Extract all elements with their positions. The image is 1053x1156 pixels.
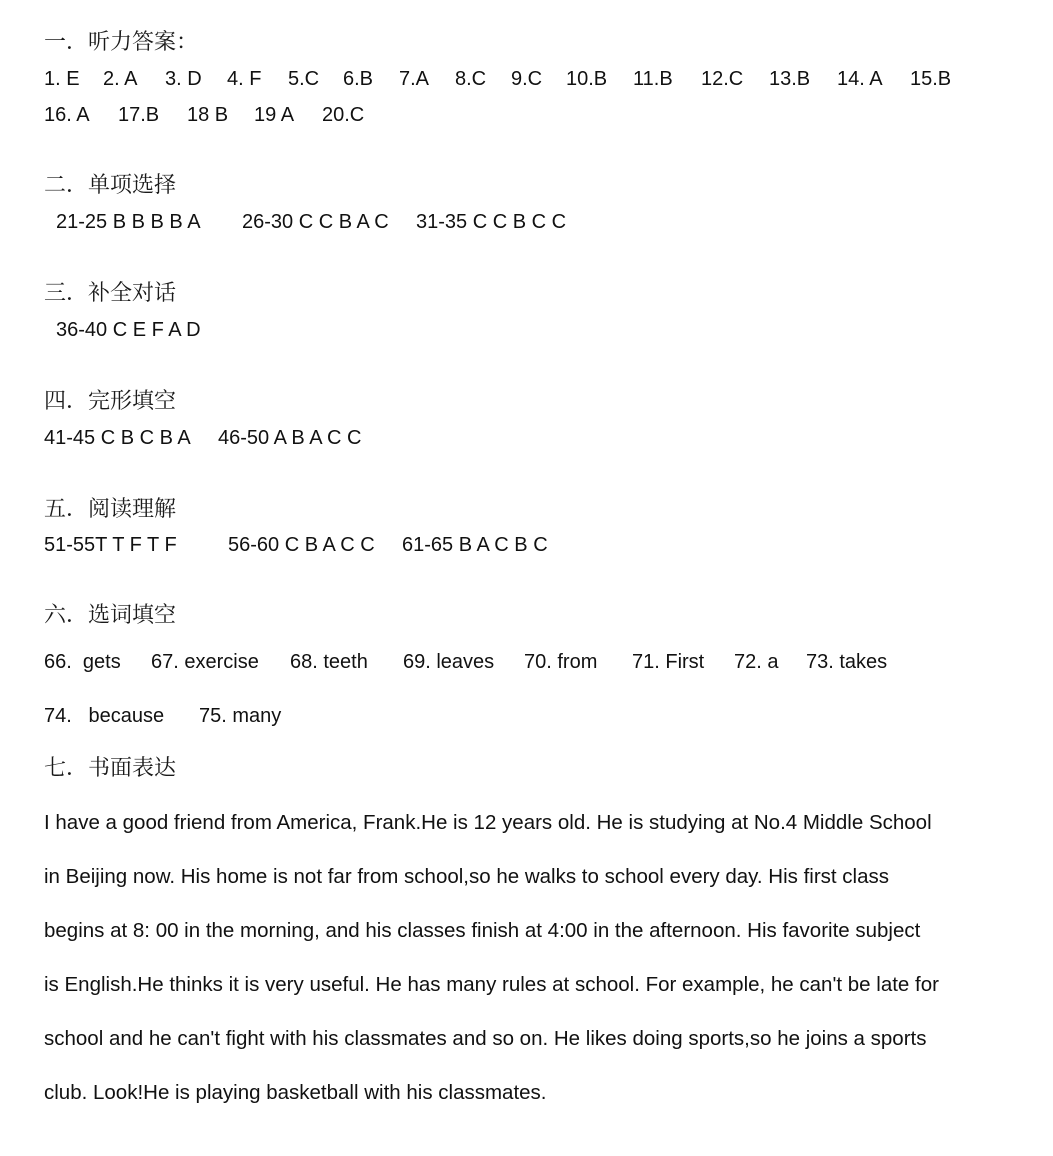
answer-group: 46-50 A B A C C bbox=[218, 427, 362, 449]
answer-item: 68. teeth bbox=[290, 651, 368, 673]
answer-group: 26-30 C C B A C bbox=[242, 211, 389, 233]
single-choice-heading: 二．单项选择 bbox=[44, 173, 177, 198]
answer-item: 66. gets bbox=[44, 651, 121, 673]
answer-item: 70. from bbox=[524, 651, 598, 673]
single-choice-answers bbox=[44, 212, 644, 236]
essay-line: school and he can't fight with his classmates and so on. He likes doing sports,so he joins a sports bbox=[44, 1027, 927, 1050]
answer-item: 18 B bbox=[187, 104, 229, 126]
essay-line: in Beijing now. His home is not far from school,so he walks to school every day. His first class bbox=[44, 865, 890, 888]
answer-item: 8.C bbox=[455, 68, 487, 90]
answer-item: 67. exercise bbox=[151, 651, 259, 673]
dialogue-answers bbox=[44, 320, 344, 344]
essay-line: I have a good friend from America, Frank.He is 12 years old. He is studying at No.4 Middle School bbox=[44, 811, 932, 834]
answer-item: 9.C bbox=[511, 68, 543, 90]
answer-item: 15.B bbox=[910, 68, 952, 90]
answer-item: 14. A bbox=[837, 68, 883, 90]
answer-item: 11.B bbox=[633, 68, 673, 90]
answer-group: 41-45 C B C B A bbox=[44, 427, 191, 449]
essay-line: begins at 8: 00 in the morning, and his classes finish at 4:00 in the afternoon. His favorite subject bbox=[44, 919, 921, 942]
answer-item: 2. A bbox=[103, 68, 138, 90]
answer-item: 10.B bbox=[566, 68, 608, 90]
answer-group: 56-60 C B A C C bbox=[228, 534, 375, 556]
answer-group: 21-25 B B B B A bbox=[56, 211, 201, 233]
listening-answers-row-2 bbox=[44, 105, 444, 129]
listening-heading: 一．听力答案： bbox=[44, 30, 199, 55]
answer-item: 16. A bbox=[44, 104, 90, 126]
cloze-heading: 四．完形填空 bbox=[44, 389, 177, 414]
answer-item: 4. F bbox=[227, 68, 262, 90]
answer-item: 13.B bbox=[769, 68, 811, 90]
answer-item: 20.C bbox=[322, 104, 365, 126]
answer-group: 36-40 C E F A D bbox=[56, 319, 201, 341]
word-fill-answers-row-1 bbox=[44, 652, 944, 676]
word-fill-answers-row-2 bbox=[44, 706, 444, 730]
essay-line: is English.He thinks it is very useful. He has many rules at school. For example, he can't be late for bbox=[44, 973, 939, 996]
answer-item: 12.C bbox=[701, 68, 744, 90]
listening-answers-row-1 bbox=[44, 69, 1004, 93]
answer-item: 73. takes bbox=[806, 651, 888, 673]
dialogue-heading: 三．补全对话 bbox=[44, 281, 177, 306]
answer-item: 74. because bbox=[44, 705, 165, 727]
writing-heading: 七．书面表达 bbox=[44, 756, 177, 781]
answer-item: 72. a bbox=[734, 651, 779, 673]
answer-item: 1. E bbox=[44, 68, 80, 90]
answer-item: 6.B bbox=[343, 68, 374, 90]
answer-item: 7.A bbox=[399, 68, 430, 90]
cloze-answers bbox=[44, 428, 444, 452]
reading-answers bbox=[44, 535, 604, 559]
answer-item: 75. many bbox=[199, 705, 282, 727]
reading-heading: 五．阅读理解 bbox=[44, 497, 177, 522]
answer-item: 19 A bbox=[254, 104, 295, 126]
answer-item: 69. leaves bbox=[403, 651, 495, 673]
word-fill-heading: 六．选词填空 bbox=[44, 603, 177, 628]
answer-group: 31-35 C C B C C bbox=[416, 211, 567, 233]
answer-item: 17.B bbox=[118, 104, 160, 126]
answer-group: 61-65 B A C B C bbox=[402, 534, 548, 556]
essay-line: club. Look!He is playing basketball with his classmates. bbox=[44, 1081, 547, 1104]
answer-item: 3. D bbox=[165, 68, 202, 90]
answer-item: 71. First bbox=[632, 651, 705, 673]
answer-group: 51-55T T F T F bbox=[44, 534, 177, 556]
answer-item: 5.C bbox=[288, 68, 320, 90]
